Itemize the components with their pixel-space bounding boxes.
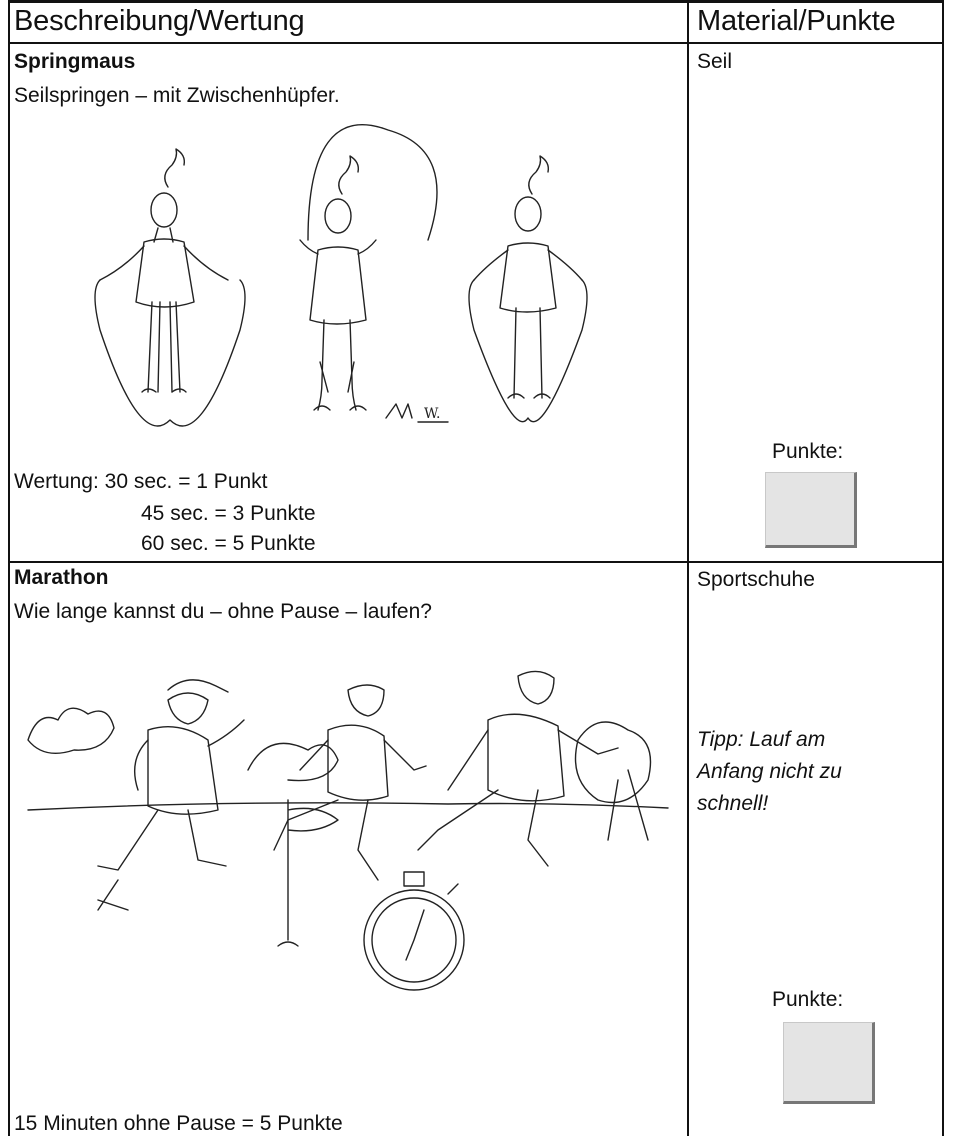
tip-line-2: Anfang nicht zu	[697, 760, 842, 783]
tip-line-1: Tipp: Lauf am	[697, 728, 826, 751]
svg-text:W.: W.	[424, 406, 441, 422]
scoring-line-marathon: 15 Minuten ohne Pause = 5 Punkte	[14, 1112, 343, 1135]
section-title-springmaus: Springmaus	[14, 50, 136, 73]
section-description-marathon: Wie lange kannst du – ohne Pause – laufen?	[14, 600, 432, 623]
column-divider	[687, 0, 689, 1136]
section-material-marathon: Sportschuhe	[697, 568, 815, 591]
points-box-springmaus[interactable]	[765, 472, 857, 548]
section-title-marathon: Marathon	[14, 566, 109, 589]
header-description: Beschreibung/Wertung	[14, 5, 305, 37]
points-box-marathon[interactable]	[783, 1022, 875, 1104]
left-border	[8, 0, 10, 1136]
scoring-line-1: Wertung: 30 sec. = 1 Punkt	[14, 470, 268, 493]
section-divider	[8, 561, 944, 563]
scoring-line-3: 60 sec. = 5 Punkte	[141, 532, 316, 555]
running-illustration	[18, 660, 678, 1040]
points-label-springmaus: Punkte:	[772, 440, 844, 463]
header-material: Material/Punkte	[697, 5, 896, 37]
jump-rope-illustration	[86, 122, 626, 442]
section-description-springmaus: Seilspringen – mit Zwischenhüpfer.	[14, 84, 340, 107]
points-label-marathon: Punkte:	[772, 988, 844, 1011]
section-material-springmaus: Seil	[697, 50, 733, 73]
scoring-line-2: 45 sec. = 3 Punkte	[141, 502, 316, 525]
header-divider	[8, 42, 944, 44]
tip-line-3: schnell!	[697, 792, 769, 815]
right-border	[942, 0, 944, 1136]
top-border	[8, 0, 944, 3]
worksheet	[8, 0, 944, 1136]
